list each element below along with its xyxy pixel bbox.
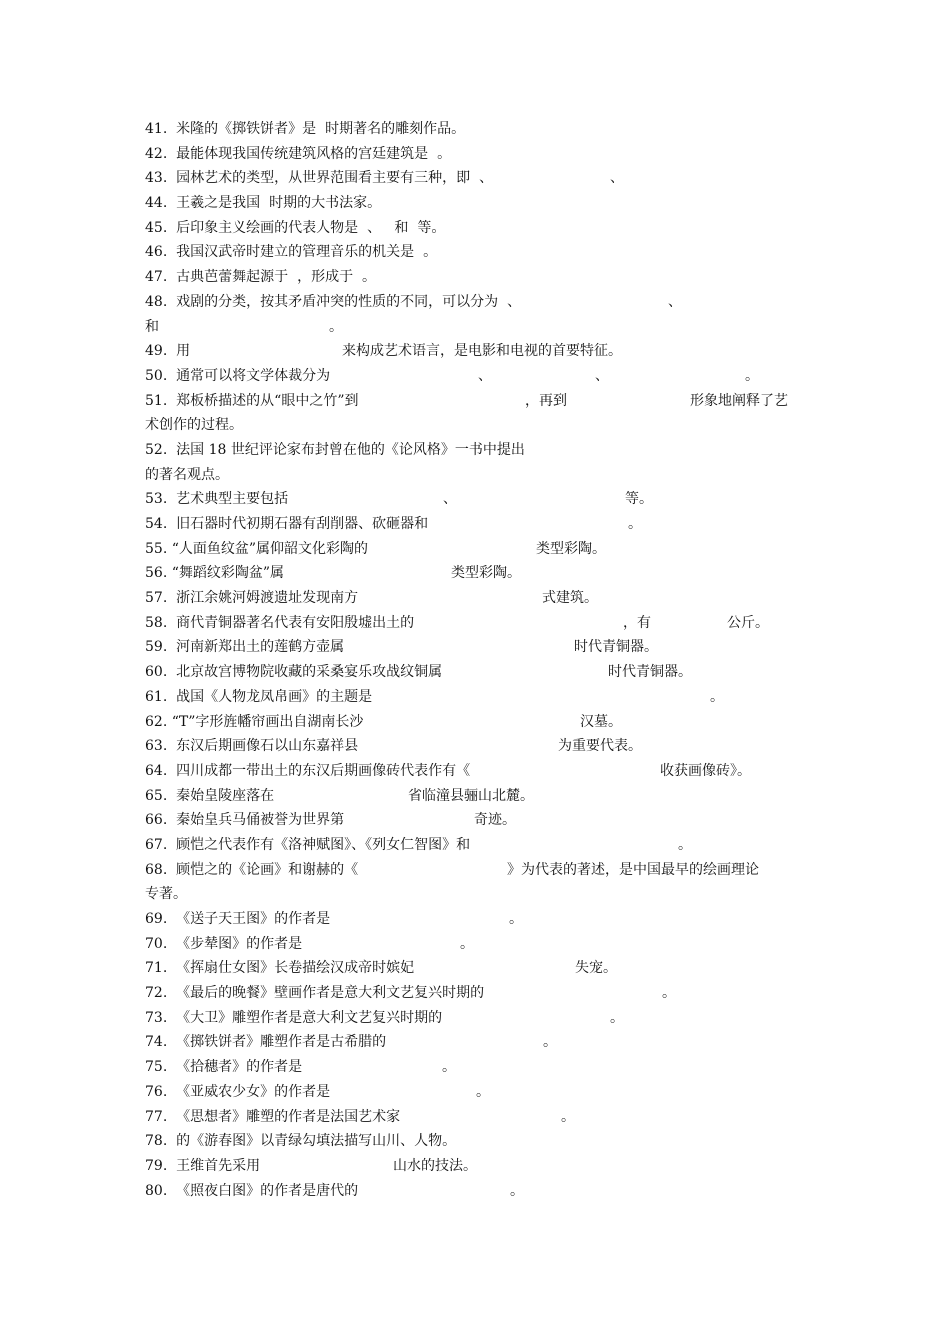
question-text: 、 [595,367,609,384]
question-text: 47. 古典芭蕾舞起源于 ，形成于 。 [145,269,376,286]
question-text: 公斤。 [727,614,769,631]
question-text: 57. 浙江余姚河姆渡遗址发现南方 [145,590,359,607]
question-text: ，有 [623,614,651,631]
question-text: 、 [478,367,492,384]
question-line [145,191,815,216]
question-text: 44. 王羲之是我国 时期的大书法家。 [145,195,382,212]
question-text: 63. 东汉后期画像石以山东嘉祥县 [145,738,359,755]
question-text: 。 [442,1059,456,1076]
question-text: 。 [628,516,642,532]
question-line [145,759,815,784]
question-text: 来构成艺术语言，是电影和电视的首要特征。 [342,343,622,360]
question-text: 。 [543,1034,557,1051]
question-text: 》为代表的著述，是中国最早的绘画理论 [507,861,759,878]
question-text: 72. 《最后的晚餐》壁画作者是意大利文艺复兴时期的 [145,985,485,1002]
question-text: 68. 顾恺之的《论画》和谢赫的《 [145,861,359,878]
question-text: 。 [745,367,759,384]
question-line [145,784,815,809]
question-line [145,882,815,907]
question-text: 类型彩陶。 [451,565,521,582]
question-text: 58. 商代青铜器著名代表有安阳殷墟出土的 [145,614,415,631]
question-text: 76. 《亚威农少女》的作者是 [145,1083,331,1100]
question-line [145,635,815,660]
question-text: 78. 的《游春图》以青绿勾填法描写山川、人物。 [145,1133,457,1150]
question-line [145,734,815,759]
question-line [145,981,815,1006]
question-text: 失宠。 [575,960,617,977]
question-line [145,611,815,636]
question-line [145,389,815,414]
question-text: 54. 旧石器时代初期石器有刮削器、砍砸器和 [145,516,429,532]
question-line [145,364,815,389]
question-text: 64. 四川成都一带出土的东汉后期画像砖代表作有《 [145,762,471,779]
question-line [145,1154,815,1179]
question-text: 80. 《照夜白图》的作者是唐代的 [145,1182,359,1199]
question-text: 43. 园林艺术的类型，从世界范围看主要有三种，即 、 [145,170,494,187]
question-line [145,142,815,167]
question-line [145,290,815,315]
question-text: 。 [510,1182,524,1199]
question-line [145,858,815,883]
question-line [145,1179,815,1204]
question-text: 53. 艺术典型主要包括 [145,491,289,508]
question-line [145,907,815,932]
question-text: 式建筑。 [542,590,598,607]
question-text: 75. 《拾穗者》的作者是 [145,1059,303,1076]
question-text: 79. 王维首先采用 [145,1157,261,1174]
question-line [145,265,815,290]
question-text: 67. 顾恺之代表作有《洛神赋图》、《列女仁智图》和 [145,836,471,853]
question-text: 、 [668,293,682,310]
question-text: 。 [662,985,676,1002]
question-line [145,487,815,512]
question-text: 42. 最能体现我国传统建筑风格的宫廷建筑是 。 [145,145,452,162]
question-line [145,956,815,981]
question-text: 专著。 [145,886,187,903]
question-text: 61. 战国《人物龙凤帛画》的主题是 [145,688,373,705]
question-text: 。 [476,1083,490,1100]
question-text: 术创作的过程。 [145,417,243,434]
question-line [145,117,815,142]
question-line [145,315,815,340]
question-line [145,1129,815,1154]
question-text: 41. 米隆的《掷铁饼者》是 时期著名的雕刻作品。 [145,121,466,137]
question-text: 51. 郑板桥描述的从“眼中之竹”到 [145,392,359,409]
question-line [145,561,815,586]
question-line [145,166,815,191]
question-line [145,685,815,710]
question-text: 56. “舞蹈纹彩陶盆”属 [145,565,285,582]
question-text: 。 [460,935,474,952]
question-text: 48. 戏剧的分类，按其矛盾冲突的性质的不同，可以分为 、 [145,293,522,310]
question-line [145,1105,815,1130]
question-text: 46. 我国汉武帝时建立的管理音乐的机关是 。 [145,244,438,261]
question-line [145,710,815,735]
question-line [145,1055,815,1080]
question-text: 。 [678,836,692,853]
question-text: 69. 《送子天王图》的作者是 [145,911,331,927]
question-line [145,932,815,957]
question-line [145,537,815,562]
question-line [145,438,815,463]
question-text: 和 [145,318,159,335]
question-text: 。 [610,1009,624,1026]
question-text: 时代青铜器。 [574,639,658,656]
question-text: 62. “T”字形旌幡帘画出自湖南长沙 [145,713,364,730]
question-line [145,660,815,685]
question-line [145,463,815,488]
question-text: ，再到 [525,392,567,409]
question-text: 45. 后印象主义绘画的代表人物是 、 和 等。 [145,219,446,236]
question-text: 山水的技法。 [393,1157,477,1174]
question-text: 。 [329,318,343,335]
question-text: 77. 《思想者》雕塑的作者是法国艺术家 [145,1108,401,1125]
question-text: 、 [443,491,457,508]
question-text: 65. 秦始皇陵座落在 [145,787,275,804]
question-text: 、 [610,170,624,187]
question-text: 奇迹。 [474,812,516,829]
question-text: 为重要代表。 [558,738,642,755]
question-line [145,1006,815,1031]
question-text: 。 [710,688,724,705]
question-text: 等。 [625,491,653,508]
question-text: 73. 《大卫》雕塑作者是意大利文艺复兴时期的 [145,1009,443,1026]
question-line [145,413,815,438]
question-text: 时代青铜器。 [608,664,692,681]
question-text: 74. 《掷铁饼者》雕塑作者是古希腊的 [145,1034,387,1051]
question-text: 的著名观点。 [145,466,229,483]
question-list [145,117,815,1203]
question-line [145,833,815,858]
question-text: 59. 河南新郑出土的莲鹤方壶属 [145,639,345,656]
question-text: 形象地阐释了艺 [690,392,788,409]
question-text: 71. 《挥扇仕女图》长卷描绘汉成帝时嫔妃 [145,960,415,977]
question-text: 50. 通常可以将文学体裁分为 [145,367,331,384]
question-text: 省临潼县骊山北麓。 [408,787,534,804]
question-text: 55. “人面鱼纹盆”属仰韶文化彩陶的 [145,540,369,557]
question-text: 52. 法国 18 世纪评论家布封曾在他的《论风格》一书中提出 [145,441,525,458]
question-line [145,1030,815,1055]
question-text: 。 [561,1108,575,1125]
question-line [145,240,815,265]
question-line [145,216,815,241]
question-line [145,808,815,833]
question-line [145,586,815,611]
question-text: 类型彩陶。 [536,540,606,557]
question-line [145,1080,815,1105]
question-line [145,512,815,537]
question-text: 49. 用 [145,343,191,360]
question-text: 。 [509,911,523,927]
question-text: 汉墓。 [580,713,622,730]
question-text: 70. 《步辇图》的作者是 [145,935,303,952]
question-line [145,339,815,364]
question-text: 66. 秦始皇兵马俑被誉为世界第 [145,812,345,829]
question-text: 60. 北京故宫博物院收藏的采桑宴乐攻战纹铜属 [145,664,443,681]
question-text: 收获画像砖》。 [660,762,751,779]
